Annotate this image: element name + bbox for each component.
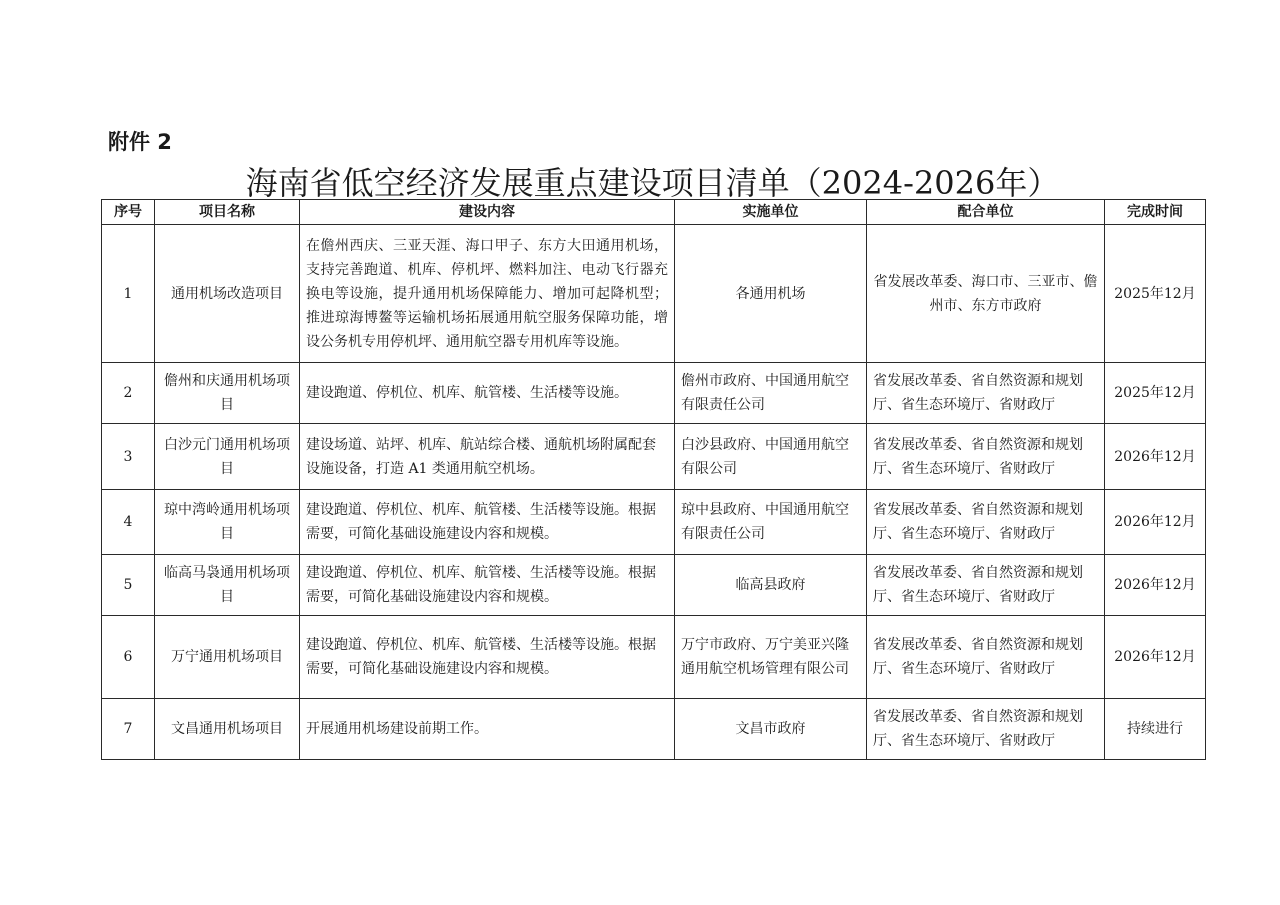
cell-partners: 省发展改革委、海口市、三亚市、儋州市、东方市政府 <box>867 225 1105 363</box>
attachment-label: 附件 2 <box>108 130 172 154</box>
cell-no: 5 <box>102 555 155 616</box>
header-name: 项目名称 <box>155 200 300 225</box>
cell-content: 建设跑道、停机位、机库、航管楼、生活楼等设施。根据需要，可简化基础设施建设内容和规模。 <box>300 555 675 616</box>
header-content: 建设内容 <box>300 200 675 225</box>
cell-partners: 省发展改革委、省自然资源和规划厅、省生态环境厅、省财政厅 <box>867 363 1105 424</box>
cell-name: 万宁通用机场项目 <box>155 616 300 699</box>
header-partners: 配合单位 <box>867 200 1105 225</box>
project-table <box>101 199 1206 760</box>
table-header-row <box>102 200 1206 225</box>
cell-name: 白沙元门通用机场项目 <box>155 424 300 490</box>
cell-implementer: 文昌市政府 <box>675 699 867 760</box>
cell-deadline: 2026年12月 <box>1105 616 1206 699</box>
cell-no: 3 <box>102 424 155 490</box>
cell-deadline: 2025年12月 <box>1105 225 1206 363</box>
cell-partners: 省发展改革委、省自然资源和规划厅、省生态环境厅、省财政厅 <box>867 616 1105 699</box>
table-row <box>102 555 1206 616</box>
cell-partners: 省发展改革委、省自然资源和规划厅、省生态环境厅、省财政厅 <box>867 699 1105 760</box>
cell-partners: 省发展改革委、省自然资源和规划厅、省生态环境厅、省财政厅 <box>867 424 1105 490</box>
table-row <box>102 490 1206 555</box>
cell-name: 通用机场改造项目 <box>155 225 300 363</box>
cell-deadline: 2026年12月 <box>1105 490 1206 555</box>
table-row <box>102 363 1206 424</box>
cell-content: 建设跑道、停机位、机库、航管楼、生活楼等设施。根据需要，可简化基础设施建设内容和规模。 <box>300 616 675 699</box>
cell-name: 文昌通用机场项目 <box>155 699 300 760</box>
cell-content: 开展通用机场建设前期工作。 <box>300 699 675 760</box>
cell-name: 临高马袅通用机场项目 <box>155 555 300 616</box>
cell-implementer: 临高县政府 <box>675 555 867 616</box>
cell-no: 4 <box>102 490 155 555</box>
header-deadline: 完成时间 <box>1105 200 1206 225</box>
cell-partners: 省发展改革委、省自然资源和规划厅、省生态环境厅、省财政厅 <box>867 490 1105 555</box>
cell-no: 7 <box>102 699 155 760</box>
cell-implementer: 琼中县政府、中国通用航空有限责任公司 <box>675 490 867 555</box>
cell-no: 1 <box>102 225 155 363</box>
cell-content: 在儋州西庆、三亚天涯、海口甲子、东方大田通用机场，支持完善跑道、机库、停机坪、燃料加注、电动飞行器充换电等设施，提升通用机场保障能力、增加可起降机型；推进琼海博鳌等运输机场拓展通用航空服务保障功能，增设公务机专用停机坪、通用航空器专用机库等设施。 <box>300 225 675 363</box>
cell-name: 儋州和庆通用机场项目 <box>155 363 300 424</box>
table-row <box>102 424 1206 490</box>
cell-content: 建设场道、站坪、机库、航站综合楼、通航机场附属配套设施设备，打造 A1 类通用航空机场。 <box>300 424 675 490</box>
cell-deadline: 2026年12月 <box>1105 555 1206 616</box>
document-title: 海南省低空经济发展重点建设项目清单（2024-2026年） <box>245 164 1060 202</box>
table-row <box>102 225 1206 363</box>
cell-content: 建设跑道、停机位、机库、航管楼、生活楼等设施。 <box>300 363 675 424</box>
cell-implementer: 儋州市政府、中国通用航空有限责任公司 <box>675 363 867 424</box>
cell-deadline: 2026年12月 <box>1105 424 1206 490</box>
cell-implementer: 万宁市政府、万宁美亚兴隆通用航空机场管理有限公司 <box>675 616 867 699</box>
table-row <box>102 616 1206 699</box>
header-no: 序号 <box>102 200 155 225</box>
header-implementer: 实施单位 <box>675 200 867 225</box>
cell-no: 2 <box>102 363 155 424</box>
cell-no: 6 <box>102 616 155 699</box>
cell-name: 琼中湾岭通用机场项目 <box>155 490 300 555</box>
cell-content: 建设跑道、停机位、机库、航管楼、生活楼等设施。根据需要，可简化基础设施建设内容和规模。 <box>300 490 675 555</box>
cell-implementer: 各通用机场 <box>675 225 867 363</box>
cell-deadline: 持续进行 <box>1105 699 1206 760</box>
cell-implementer: 白沙县政府、中国通用航空有限公司 <box>675 424 867 490</box>
cell-deadline: 2025年12月 <box>1105 363 1206 424</box>
cell-partners: 省发展改革委、省自然资源和规划厅、省生态环境厅、省财政厅 <box>867 555 1105 616</box>
table-row <box>102 699 1206 760</box>
